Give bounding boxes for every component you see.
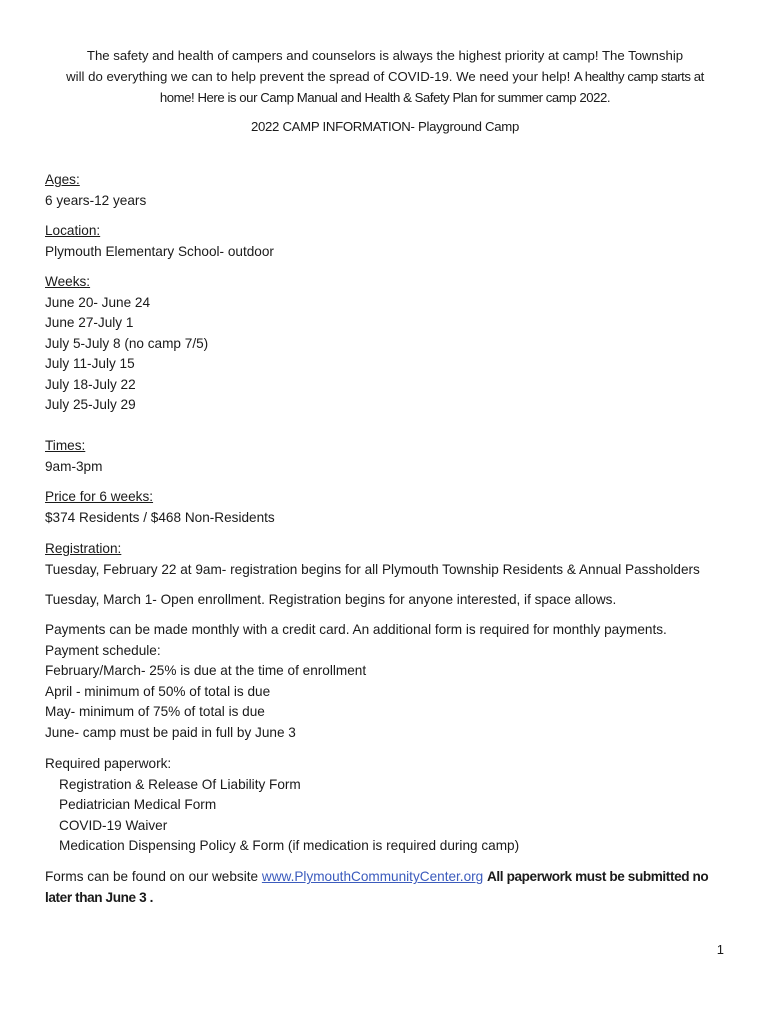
payments-section — [45, 620, 667, 743]
paperwork-deadline-note: All paperwork must be submitted no — [487, 869, 709, 884]
registration-line-1: Tuesday, February 22 at 9am- registration begins for all Plymouth Township Residents & Annual Passholders — [45, 561, 700, 577]
times-label: Times: — [45, 438, 86, 453]
payment-item: May- minimum of 75% of total is due — [45, 704, 265, 719]
payment-item: June- camp must be paid in full by June 3 — [45, 724, 296, 740]
price-label: Price for 6 weeks: — [45, 489, 154, 504]
location-label: Location: — [45, 223, 101, 238]
intro-paragraph — [40, 45, 730, 108]
intro-line-2 — [40, 66, 730, 87]
times-section — [45, 436, 102, 477]
payment-item: February/March- 25% is due at the time of enrollment — [45, 663, 367, 678]
week-item: July 5-July 8 (no camp 7/5) — [45, 335, 209, 351]
week-item: June 27-July 1 — [45, 315, 134, 330]
open-enrollment — [45, 590, 616, 611]
location-section — [45, 221, 274, 262]
registration-section — [45, 539, 700, 580]
forms-section — [45, 866, 708, 908]
ages-value: 6 years-12 years — [45, 192, 147, 208]
registration-label: Registration: — [45, 541, 122, 556]
ages-section — [45, 170, 146, 211]
price-value: $374 Residents / $468 Non-Residents — [45, 509, 275, 525]
intro-line-1: The safety and health of campers and counselors is always the highest priority at camp! The Township — [86, 48, 684, 63]
payment-item: April - minimum of 50% of total is due — [45, 683, 271, 699]
paperwork-item: Registration & Release Of Liability Form — [59, 776, 301, 792]
weeks-section — [45, 272, 208, 416]
website-link[interactable]: www.PlymouthCommunityCenter.org — [261, 869, 484, 884]
paperwork-label: Required paperwork: — [45, 756, 172, 771]
paperwork-item: COVID-19 Waiver — [59, 817, 168, 833]
times-value: 9am-3pm — [45, 458, 103, 474]
week-item: July 11-July 15 — [45, 356, 135, 371]
intro-line-2b: A healthy camp starts at — [573, 69, 704, 84]
ages-label: Ages: — [45, 172, 80, 187]
paperwork-section — [45, 754, 519, 857]
payment-schedule-label: Payment schedule: — [45, 642, 161, 658]
page-title — [0, 119, 770, 134]
weeks-label: Weeks: — [45, 274, 91, 289]
paperwork-deadline-note-2: later than June 3 . — [45, 890, 153, 905]
week-item: July 18-July 22 — [45, 376, 136, 392]
page-title-text: 2022 CAMP INFORMATION- Playground Camp — [250, 119, 520, 134]
intro-line-3: home! Here is our Camp Manual and Health & Safety Plan for summer camp 2022. — [159, 90, 611, 105]
forms-prefix: Forms can be found on our website — [45, 869, 262, 884]
intro-line-2a: will do everything we can to help prevent the spread of COVID-19. We need your help! — [66, 69, 574, 84]
page-number: 1 — [716, 942, 724, 957]
paperwork-item: Pediatrician Medical Form — [59, 797, 217, 812]
price-section — [45, 487, 275, 528]
registration-line-2: Tuesday, March 1- Open enrollment. Registration begins for anyone interested, if space allows. — [45, 592, 617, 607]
payments-intro: Payments can be made monthly with a credit card. An additional form is required for monthly payments. — [45, 622, 667, 637]
paperwork-item: Medication Dispensing Policy & Form (if medication is required during camp) — [59, 838, 520, 853]
location-value: Plymouth Elementary School- outdoor — [45, 243, 274, 259]
week-item: June 20- June 24 — [45, 294, 151, 310]
week-item: July 25-July 29 — [45, 397, 136, 412]
